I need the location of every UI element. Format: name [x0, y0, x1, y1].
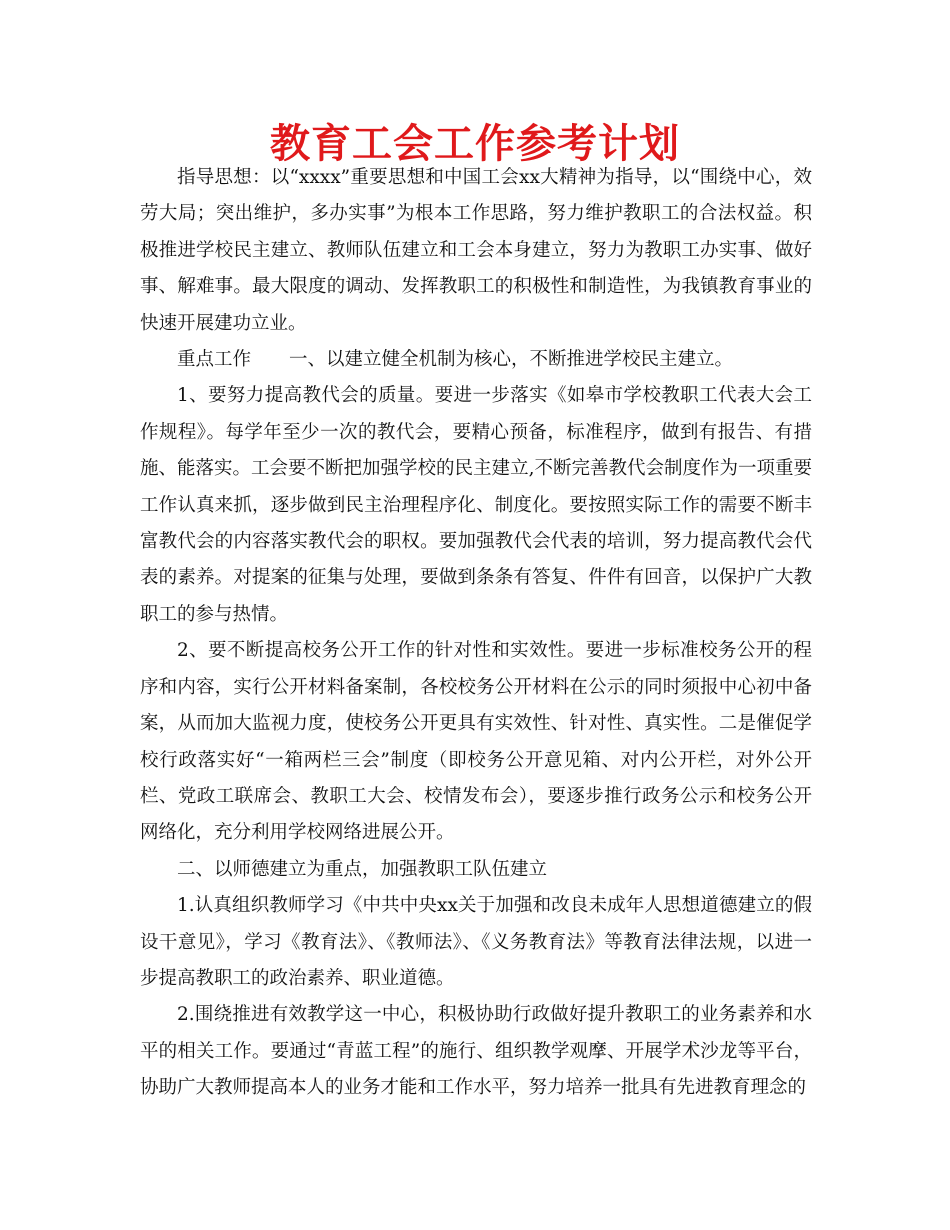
paragraph-2-item-1: 1.认真组织教师学习《中共中央xx关于加强和改良未成年人思想道德建立的假设干意见》，学习《教育法》、《教师法》、《义务教育法》等教育法律法规，以进一步提高教职工的政治素养、职业道德。: [140, 895, 812, 989]
section-first-item: 一、以建立健全机制为核心，不断推进学校民主建立。: [289, 349, 734, 371]
paragraph-item-2: 2、要不断提高校务公开工作的针对性和实效性。要进一步标准校务公开的程序和内容，实行公开材料备案制，各校校务公开材料在公示的同时须报中心初中备案，从而加大监视力度，使校务公开更具有实效性、针对性、真实性。二是催促学校行政落实好“一箱两栏三会”制度（即校务公开意见箱、对内公开栏，对外公开栏、党政工联席会、教职工大会、校情发布会），要逐步推行政务公示和校务公开网络化，充分利用学校网络进展公开。: [140, 640, 812, 844]
section-heading-2: 二、以师德建立为重点，加强教职工队伍建立: [177, 858, 548, 880]
section-heading-line: [140, 342, 812, 378]
paragraph-guiding-thought: 指导思想：以“xxxx”重要思想和中国工会xx大精神为指导，以“围绕中心，效劳大局；突出维护，多办实事”为根本工作思路，努力维护教职工的合法权益。积极推进学校民主建立、教师队伍建立和工会本身建立，努力为教职工办实事、做好事、解难事。最大限度的调动、发挥教职工的积极性和制造性，为我镇教育事业的快速开展建功立业。: [140, 167, 812, 334]
paragraph-2-item-2: 2.围绕推进有效教学这一中心，积极协助行政做好提升教职工的业务素养和水平的相关工作。要通过“青蓝工程”的施行、组织教学观摩、开展学术沙龙等平台，协助广大教师提高本人的业务才能和工作水平，努力培养一批具有先进教育理念的: [140, 1004, 812, 1099]
document-body: [140, 160, 812, 1107]
section-heading-label: 重点工作: [177, 349, 252, 371]
paragraph-item-1: 1、要努力提高教代会的质量。要进一步落实《如皋市学校教职工代表大会工作规程》。每学年至少一次的教代会，要精心预备，标准程序，做到有报告、有措施、能落实。工会要不断把加强学校的民主建立,不断完善教代会制度作为一项重要工作认真来抓，逐步做到民主治理程序化、制度化。要按照实际工作的需要不断丰富教代会的内容落实教代会的职权。要加强教代会代表的培训，努力提高教代会代表的素养。对提案的征集与处理，要做到条条有答复、件件有回音，以保护广大教职工的参与热情。: [140, 385, 812, 625]
document-title: 教育工会工作参考计划: [270, 121, 680, 167]
